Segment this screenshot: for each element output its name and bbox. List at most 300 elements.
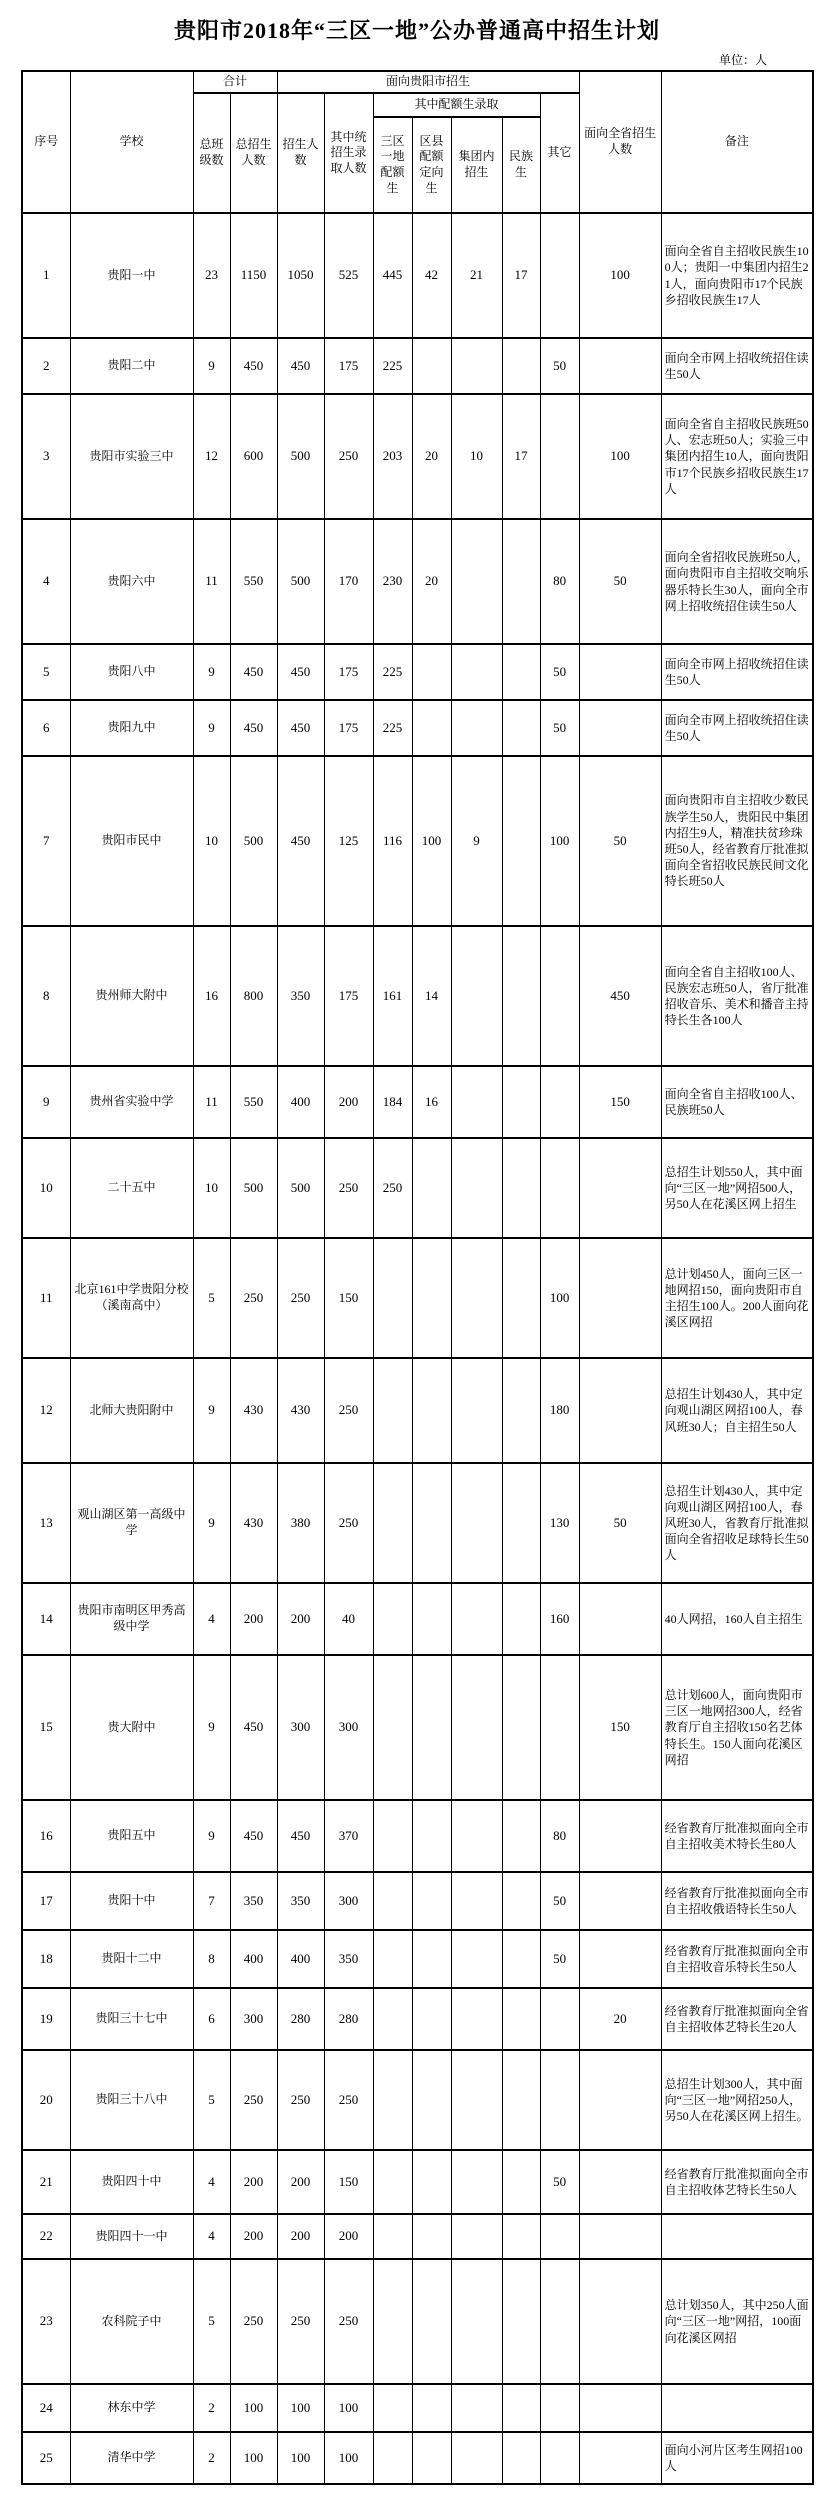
- value-cell: [451, 1988, 502, 2050]
- value-cell: [579, 2259, 661, 2384]
- value-cell: [502, 756, 540, 926]
- value-cell: 50: [540, 1872, 579, 1930]
- value-cell: [540, 926, 579, 1066]
- value-cell: [373, 1238, 412, 1358]
- value-cell: [579, 2214, 661, 2259]
- value-cell: 350: [277, 1872, 324, 1930]
- value-cell: 200: [324, 1066, 373, 1138]
- value-cell: [502, 926, 540, 1066]
- value-cell: [540, 1066, 579, 1138]
- value-cell: 250: [230, 2050, 277, 2150]
- value-cell: [540, 1988, 579, 2050]
- value-cell: 14: [412, 926, 451, 1066]
- value-cell: 500: [277, 519, 324, 644]
- value-cell: [502, 1872, 540, 1930]
- value-cell: [451, 338, 502, 394]
- header-index: 序号: [22, 71, 70, 213]
- value-cell: [412, 2214, 451, 2259]
- value-cell: [502, 1930, 540, 1988]
- value-cell: 50: [579, 519, 661, 644]
- table-header: [22, 71, 813, 213]
- header-quota-sanqu: 三区一地配额生: [373, 117, 412, 213]
- value-cell: [502, 2384, 540, 2432]
- value-cell: 184: [373, 1066, 412, 1138]
- value-cell: 100: [579, 394, 661, 519]
- value-cell: 40: [324, 1583, 373, 1655]
- value-cell: 225: [373, 700, 412, 756]
- remark-cell: 面向贵阳市自主招收少数民族学生50人，贵阳民中集团内招生9人，精准扶贫珍珠班50人，经省教育厅批准拟面向全省招收民族民间文化特长班50人: [661, 756, 813, 926]
- value-cell: 42: [412, 213, 451, 338]
- value-cell: 450: [277, 644, 324, 700]
- value-cell: 400: [277, 1066, 324, 1138]
- value-cell: 550: [230, 1066, 277, 1138]
- value-cell: [412, 1800, 451, 1872]
- table-row: [22, 1583, 813, 1655]
- value-cell: [502, 1583, 540, 1655]
- header-quota-quxian: 区县配额定向生: [412, 117, 451, 213]
- value-cell: [502, 2259, 540, 2384]
- school-name-cell: 贵阳八中: [70, 644, 193, 700]
- value-cell: [502, 1800, 540, 1872]
- school-name-cell: 农科院子中: [70, 2259, 193, 2384]
- school-name-cell: 林东中学: [70, 2384, 193, 2432]
- value-cell: 250: [230, 2259, 277, 2384]
- value-cell: 600: [230, 394, 277, 519]
- value-cell: 450: [277, 338, 324, 394]
- value-cell: [373, 1872, 412, 1930]
- table-row: [22, 1800, 813, 1872]
- value-cell: [373, 1988, 412, 2050]
- value-cell: [451, 1358, 502, 1463]
- table-row: [22, 1463, 813, 1583]
- value-cell: 100: [324, 2384, 373, 2432]
- row-index-cell: 23: [22, 2259, 70, 2384]
- value-cell: [502, 1988, 540, 2050]
- row-index-cell: 5: [22, 644, 70, 700]
- value-cell: 450: [230, 644, 277, 700]
- value-cell: 280: [277, 1988, 324, 2050]
- value-cell: [502, 644, 540, 700]
- row-index-cell: 9: [22, 1066, 70, 1138]
- table-row: [22, 338, 813, 394]
- value-cell: [451, 2150, 502, 2214]
- value-cell: [502, 1238, 540, 1358]
- value-cell: [451, 1238, 502, 1358]
- value-cell: 350: [230, 1872, 277, 1930]
- value-cell: [373, 1583, 412, 1655]
- value-cell: 20: [579, 1988, 661, 2050]
- value-cell: 250: [230, 1238, 277, 1358]
- value-cell: [451, 1872, 502, 1930]
- value-cell: [579, 1238, 661, 1358]
- table-row: [22, 2050, 813, 2150]
- value-cell: [451, 1930, 502, 1988]
- row-index-cell: 16: [22, 1800, 70, 1872]
- table-body: [22, 213, 813, 2484]
- value-cell: 180: [540, 1358, 579, 1463]
- value-cell: 9: [193, 1358, 230, 1463]
- value-cell: 10: [193, 756, 230, 926]
- value-cell: [373, 2259, 412, 2384]
- school-name-cell: 贵阳市南明区甲秀高级中学: [70, 1583, 193, 1655]
- value-cell: 100: [230, 2432, 277, 2484]
- row-index-cell: 13: [22, 1463, 70, 1583]
- value-cell: 9: [193, 700, 230, 756]
- value-cell: [373, 1655, 412, 1800]
- row-index-cell: 20: [22, 2050, 70, 2150]
- value-cell: [412, 1988, 451, 2050]
- table-row: [22, 2432, 813, 2484]
- row-index-cell: 11: [22, 1238, 70, 1358]
- value-cell: [579, 644, 661, 700]
- school-name-cell: 贵阳市实验三中: [70, 394, 193, 519]
- value-cell: [540, 1138, 579, 1238]
- value-cell: 100: [412, 756, 451, 926]
- remark-cell: 总计划600人，面向贵阳市三区一地网招300人，经省教育厅自主招收150名艺体特长生。150人面向花溪区网招: [661, 1655, 813, 1800]
- value-cell: 203: [373, 394, 412, 519]
- value-cell: 200: [277, 2150, 324, 2214]
- value-cell: [412, 1872, 451, 1930]
- value-cell: [373, 2050, 412, 2150]
- value-cell: 17: [502, 213, 540, 338]
- remark-cell: 经省教育厅批准拟面向全省自主招收体艺特长生20人: [661, 1988, 813, 2050]
- value-cell: 17: [502, 394, 540, 519]
- value-cell: [412, 1138, 451, 1238]
- value-cell: 16: [412, 1066, 451, 1138]
- value-cell: [579, 2050, 661, 2150]
- header-total-group: 合计: [193, 71, 277, 93]
- value-cell: [502, 1066, 540, 1138]
- value-cell: 100: [324, 2432, 373, 2484]
- row-index-cell: 4: [22, 519, 70, 644]
- value-cell: 1150: [230, 213, 277, 338]
- value-cell: 225: [373, 338, 412, 394]
- value-cell: 9: [451, 756, 502, 926]
- value-cell: [502, 2150, 540, 2214]
- value-cell: 116: [373, 756, 412, 926]
- value-cell: 50: [540, 338, 579, 394]
- row-index-cell: 8: [22, 926, 70, 1066]
- school-name-cell: 北京161中学贵阳分校（溪南高中）: [70, 1238, 193, 1358]
- value-cell: 370: [324, 1800, 373, 1872]
- value-cell: [373, 2150, 412, 2214]
- value-cell: 450: [230, 700, 277, 756]
- value-cell: 4: [193, 2150, 230, 2214]
- value-cell: 50: [540, 1930, 579, 1988]
- value-cell: [579, 1872, 661, 1930]
- value-cell: 5: [193, 2050, 230, 2150]
- value-cell: [412, 1583, 451, 1655]
- value-cell: 20: [412, 394, 451, 519]
- value-cell: [579, 338, 661, 394]
- value-cell: [412, 2384, 451, 2432]
- value-cell: 100: [277, 2384, 324, 2432]
- value-cell: 450: [579, 926, 661, 1066]
- value-cell: [412, 1463, 451, 1583]
- row-index-cell: 3: [22, 394, 70, 519]
- value-cell: 2: [193, 2432, 230, 2484]
- table-row: [22, 2150, 813, 2214]
- remark-cell: 总招生计划550人，其中面向“三区一地”网招500人，另50人在花溪区网上招生: [661, 1138, 813, 1238]
- remark-cell: 面向全省自主招收100人、民族宏志班50人，省厅批准招收音乐、美术和播音主持特长生各100人: [661, 926, 813, 1066]
- remark-cell: 经省教育厅批准拟面向全市自主招收俄语特长生50人: [661, 1872, 813, 1930]
- value-cell: 250: [277, 2050, 324, 2150]
- value-cell: 100: [277, 2432, 324, 2484]
- remark-cell: 面向全市网上招收统招住读生50人: [661, 700, 813, 756]
- school-name-cell: 贵州师大附中: [70, 926, 193, 1066]
- value-cell: [451, 1800, 502, 1872]
- value-cell: [502, 2214, 540, 2259]
- remark-cell: 面向小河片区考生网招100人: [661, 2432, 813, 2484]
- value-cell: 125: [324, 756, 373, 926]
- school-name-cell: 贵阳一中: [70, 213, 193, 338]
- value-cell: [540, 2214, 579, 2259]
- remark-cell: [661, 2214, 813, 2259]
- value-cell: [579, 700, 661, 756]
- header-total-classes: 总班级数: [193, 93, 230, 213]
- unit-label: 单位：人: [718, 53, 767, 67]
- value-cell: 200: [324, 2214, 373, 2259]
- table-row: [22, 926, 813, 1066]
- value-cell: [502, 2050, 540, 2150]
- header-other: 其它: [540, 93, 579, 213]
- value-cell: 450: [277, 756, 324, 926]
- table-row: [22, 644, 813, 700]
- value-cell: 130: [540, 1463, 579, 1583]
- value-cell: [412, 1655, 451, 1800]
- value-cell: 450: [277, 700, 324, 756]
- value-cell: 161: [373, 926, 412, 1066]
- value-cell: [451, 1655, 502, 1800]
- value-cell: 50: [579, 756, 661, 926]
- value-cell: 450: [277, 1800, 324, 1872]
- value-cell: 5: [193, 2259, 230, 2384]
- value-cell: [412, 700, 451, 756]
- row-index-cell: 17: [22, 1872, 70, 1930]
- header-quota-jituan: 集团内招生: [451, 117, 502, 213]
- row-index-cell: 1: [22, 213, 70, 338]
- value-cell: 450: [230, 338, 277, 394]
- value-cell: 175: [324, 644, 373, 700]
- table-row: [22, 1655, 813, 1800]
- school-name-cell: 贵阳三十七中: [70, 1988, 193, 2050]
- value-cell: [451, 1463, 502, 1583]
- value-cell: 450: [230, 1655, 277, 1800]
- remark-cell: 总计划350人，其中250人面向“三区一地”网招，100面向花溪区网招: [661, 2259, 813, 2384]
- school-name-cell: 贵阳四十一中: [70, 2214, 193, 2259]
- value-cell: 300: [277, 1655, 324, 1800]
- value-cell: 4: [193, 2214, 230, 2259]
- school-name-cell: 北师大贵阳附中: [70, 1358, 193, 1463]
- row-index-cell: 6: [22, 700, 70, 756]
- value-cell: [451, 2050, 502, 2150]
- value-cell: 50: [540, 700, 579, 756]
- value-cell: [540, 213, 579, 338]
- table-row: [22, 1066, 813, 1138]
- value-cell: [579, 1138, 661, 1238]
- value-cell: [412, 1358, 451, 1463]
- value-cell: 230: [373, 519, 412, 644]
- value-cell: [502, 1463, 540, 1583]
- value-cell: 350: [277, 926, 324, 1066]
- school-name-cell: 二十五中: [70, 1138, 193, 1238]
- remark-cell: 面向全省自主招收民族班50人、宏志班50人；实验三中集团内招生10人，面向贵阳市17个民族乡招收民族生17人: [661, 394, 813, 519]
- value-cell: 150: [324, 2150, 373, 2214]
- value-cell: 200: [230, 1583, 277, 1655]
- header-province: 面向全省招生人数: [579, 71, 661, 213]
- value-cell: 6: [193, 1988, 230, 2050]
- value-cell: [412, 1930, 451, 1988]
- value-cell: 10: [193, 1138, 230, 1238]
- value-cell: 9: [193, 338, 230, 394]
- value-cell: 500: [230, 1138, 277, 1238]
- value-cell: [502, 700, 540, 756]
- value-cell: 250: [324, 1463, 373, 1583]
- value-cell: [502, 1655, 540, 1800]
- value-cell: [579, 2384, 661, 2432]
- value-cell: 9: [193, 1655, 230, 1800]
- value-cell: 150: [579, 1655, 661, 1800]
- value-cell: [373, 1930, 412, 1988]
- value-cell: [373, 2432, 412, 2484]
- remark-cell: 面向全省招收民族班50人，面向贵阳市自主招收交响乐器乐特长生30人，面向全市网上招收统招住读生50人: [661, 519, 813, 644]
- remark-cell: 总招生计划300人，其中面向“三区一地”网招250人，另50人在花溪区网上招生。: [661, 2050, 813, 2150]
- value-cell: [451, 1066, 502, 1138]
- school-name-cell: 贵阳六中: [70, 519, 193, 644]
- value-cell: 20: [412, 519, 451, 644]
- value-cell: [579, 1583, 661, 1655]
- value-cell: [412, 2259, 451, 2384]
- table-row: [22, 1872, 813, 1930]
- value-cell: 450: [230, 1800, 277, 1872]
- value-cell: 200: [230, 2150, 277, 2214]
- header-total-enrollment: 总招生人数: [230, 93, 277, 213]
- value-cell: 250: [277, 1238, 324, 1358]
- school-name-cell: 贵阳市民中: [70, 756, 193, 926]
- value-cell: 250: [324, 1358, 373, 1463]
- value-cell: 5: [193, 1238, 230, 1358]
- table-row: [22, 1238, 813, 1358]
- table-row: [22, 213, 813, 338]
- value-cell: 150: [579, 1066, 661, 1138]
- school-name-cell: 贵阳十二中: [70, 1930, 193, 1988]
- value-cell: 12: [193, 394, 230, 519]
- value-cell: 430: [277, 1358, 324, 1463]
- value-cell: 400: [277, 1930, 324, 1988]
- value-cell: [540, 2050, 579, 2150]
- value-cell: [540, 1655, 579, 1800]
- value-cell: 300: [324, 1655, 373, 1800]
- value-cell: 300: [324, 1872, 373, 1930]
- value-cell: 550: [230, 519, 277, 644]
- row-index-cell: 19: [22, 1988, 70, 2050]
- value-cell: [451, 2259, 502, 2384]
- value-cell: 200: [277, 1583, 324, 1655]
- value-cell: 50: [579, 1463, 661, 1583]
- value-cell: 400: [230, 1930, 277, 1988]
- value-cell: 250: [324, 394, 373, 519]
- header-guiyang-group: 面向贵阳市招生: [277, 71, 579, 93]
- school-name-cell: 贵阳四十中: [70, 2150, 193, 2214]
- school-name-cell: 贵阳三十八中: [70, 2050, 193, 2150]
- row-index-cell: 15: [22, 1655, 70, 1800]
- value-cell: 7: [193, 1872, 230, 1930]
- value-cell: 16: [193, 926, 230, 1066]
- header-enrollment: 招生人数: [277, 93, 324, 213]
- table-row: [22, 2214, 813, 2259]
- value-cell: 350: [324, 1930, 373, 1988]
- value-cell: 175: [324, 338, 373, 394]
- value-cell: [412, 338, 451, 394]
- value-cell: [373, 2214, 412, 2259]
- value-cell: 175: [324, 926, 373, 1066]
- value-cell: 80: [540, 1800, 579, 1872]
- value-cell: 225: [373, 644, 412, 700]
- value-cell: [540, 2432, 579, 2484]
- value-cell: 8: [193, 1930, 230, 1988]
- value-cell: 11: [193, 1066, 230, 1138]
- remark-cell: 总计划450人，面向三区一地网招150，面向贵阳市自主招生100人。200人面向花溪区网招: [661, 1238, 813, 1358]
- header-quota-group: 其中配额生录取: [373, 93, 540, 117]
- remark-cell: 经省教育厅批准拟面向全市自主招收音乐特长生50人: [661, 1930, 813, 1988]
- value-cell: 250: [324, 2259, 373, 2384]
- school-name-cell: 贵阳二中: [70, 338, 193, 394]
- value-cell: 100: [579, 213, 661, 338]
- value-cell: 9: [193, 1463, 230, 1583]
- value-cell: 160: [540, 1583, 579, 1655]
- value-cell: 200: [277, 2214, 324, 2259]
- row-index-cell: 7: [22, 756, 70, 926]
- school-name-cell: 贵阳九中: [70, 700, 193, 756]
- value-cell: [540, 2384, 579, 2432]
- remark-cell: [661, 2384, 813, 2432]
- row-index-cell: 14: [22, 1583, 70, 1655]
- value-cell: 300: [230, 1988, 277, 2050]
- value-cell: 200: [230, 2214, 277, 2259]
- remark-cell: 面向全省自主招收民族生100人；贵阳一中集团内招生21人，面向贵阳市17个民族乡招收民族生17人: [661, 213, 813, 338]
- value-cell: [579, 1800, 661, 1872]
- value-cell: [502, 519, 540, 644]
- row-index-cell: 18: [22, 1930, 70, 1988]
- value-cell: 9: [193, 1800, 230, 1872]
- value-cell: [579, 1930, 661, 1988]
- table-row: [22, 2259, 813, 2384]
- remark-cell: 经省教育厅批准拟面向全市自主招收美术特长生80人: [661, 1800, 813, 1872]
- value-cell: 500: [277, 1138, 324, 1238]
- value-cell: [502, 1358, 540, 1463]
- school-name-cell: 贵大附中: [70, 1655, 193, 1800]
- value-cell: 50: [540, 644, 579, 700]
- value-cell: [451, 700, 502, 756]
- value-cell: [412, 2150, 451, 2214]
- value-cell: [451, 1138, 502, 1238]
- row-index-cell: 2: [22, 338, 70, 394]
- value-cell: 280: [324, 1988, 373, 2050]
- remark-cell: 40人网招，160人自主招生: [661, 1583, 813, 1655]
- value-cell: 500: [230, 756, 277, 926]
- value-cell: [502, 1138, 540, 1238]
- value-cell: [451, 2214, 502, 2259]
- table-row: [22, 1988, 813, 2050]
- page-title: 贵阳市2018年“三区一地”公办普通高中招生计划: [173, 18, 660, 43]
- row-index-cell: 22: [22, 2214, 70, 2259]
- value-cell: [412, 1238, 451, 1358]
- value-cell: [579, 1358, 661, 1463]
- value-cell: 380: [277, 1463, 324, 1583]
- school-name-cell: 贵阳十中: [70, 1872, 193, 1930]
- row-index-cell: 12: [22, 1358, 70, 1463]
- remark-cell: 面向全市网上招收统招住读生50人: [661, 338, 813, 394]
